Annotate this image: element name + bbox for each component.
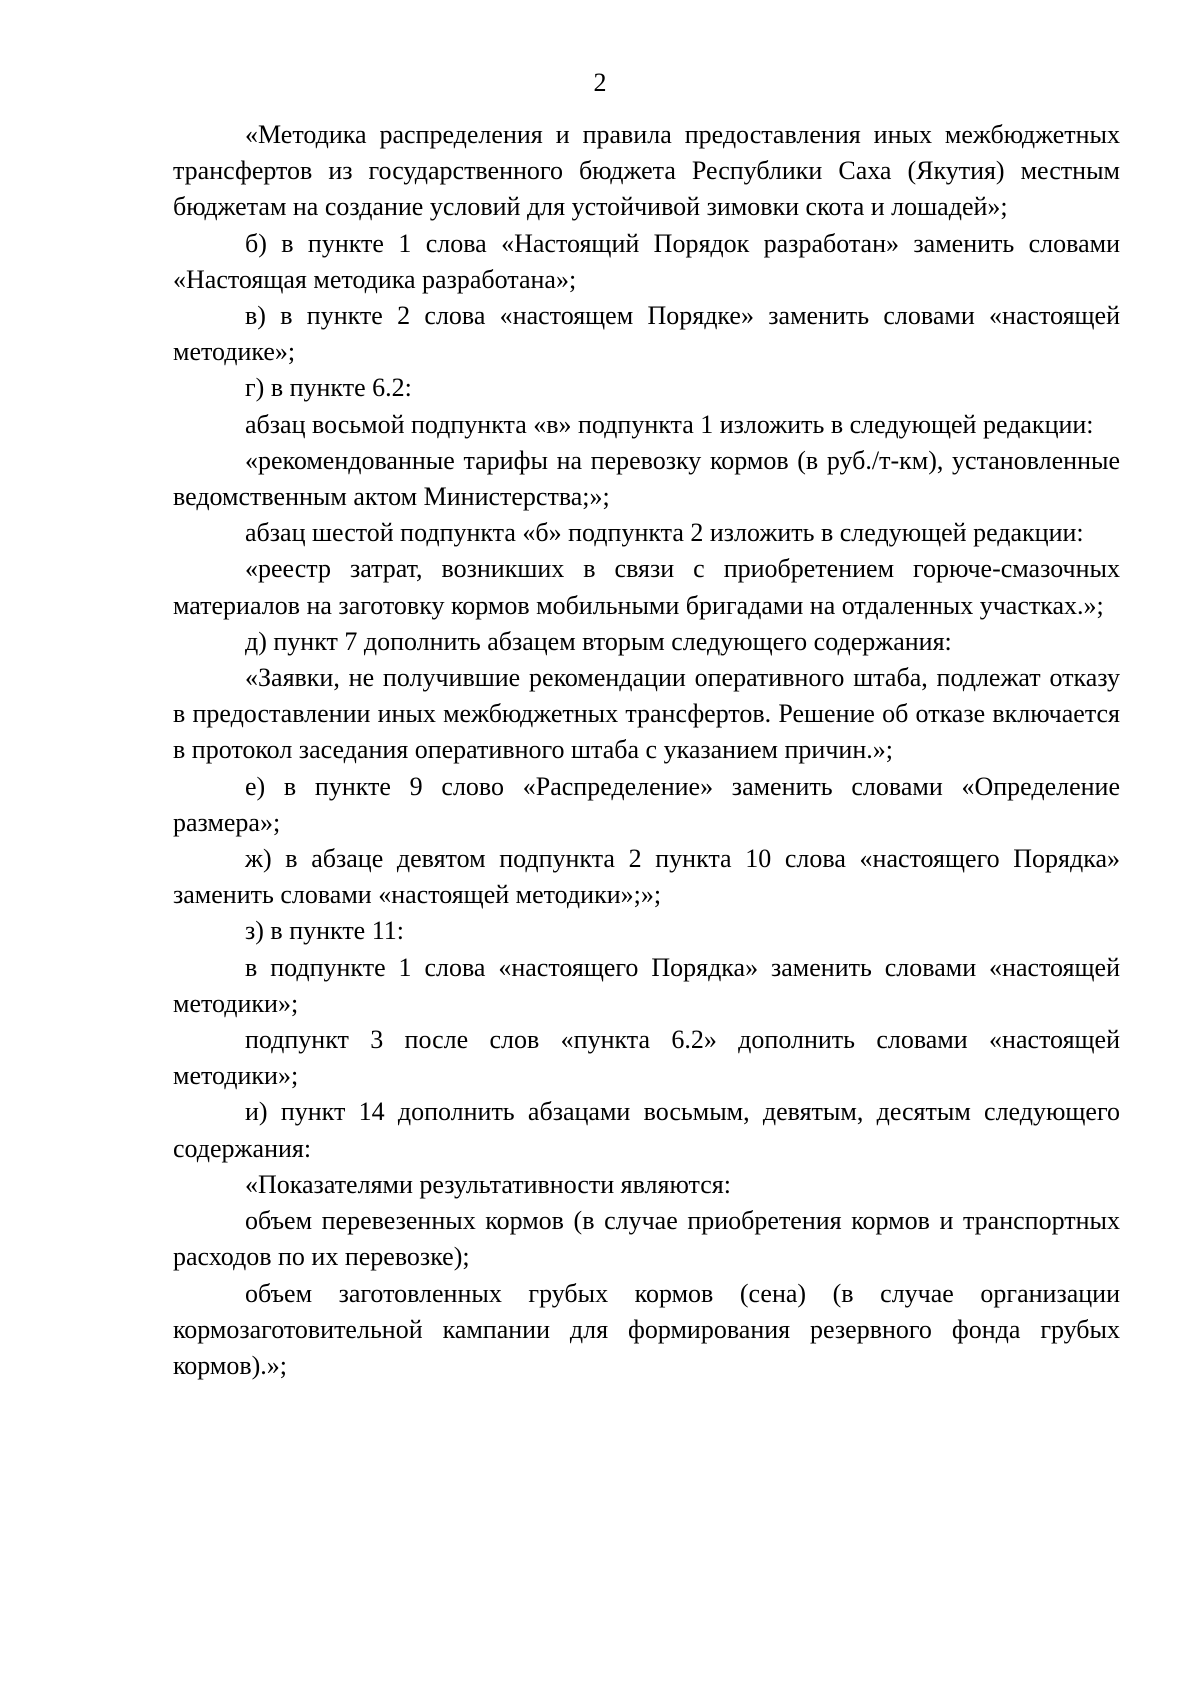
paragraph: абзац шестой подпункта «б» подпункта 2 изложить в следующей редакции:	[245, 518, 1084, 548]
paragraph: «Показателями результативности являются:	[245, 1169, 731, 1199]
paragraph: д) пункт 7 дополнить абзацем вторым следующего содержания:	[245, 626, 952, 656]
paragraph: «рекомендованные тарифы на перевозку кормов (в руб./т-км), установленные ведомственным актом Министерства;»;	[173, 445, 1120, 512]
paragraph: в) в пункте 2 слова «настоящем Порядке» заменить словами «настоящей методике»;	[173, 301, 1120, 367]
paragraph: в подпункте 1 слова «настоящего Порядка» заменить словами «настоящей методики»;	[173, 952, 1120, 1018]
paragraph: з) в пункте 11:	[245, 916, 404, 946]
paragraph: «реестр затрат, возникших в связи с приобретением горюче-смазочных материалов на заготовку кормов мобильными бригадами на отдаленных участках.»;	[173, 554, 1120, 620]
paragraph: г) в пункте 6.2:	[245, 373, 412, 403]
paragraph: «Методика распределения и правила предоставления иных межбюджетных трансфертов из государственного бюджета Республики Саха (Якутия) местным бюджетам на создание условий для устойчивой зимовки скота и лошадей»;	[173, 120, 1120, 222]
paragraph: объем перевезенных кормов (в случае приобретения кормов и транспортных расходов по их перевозке);	[173, 1206, 1120, 1272]
paragraph: ж) в абзаце девятом подпункта 2 пункта 10 слова «настоящего Порядка» заменить словами «настоящей методики»;»;	[173, 844, 1120, 910]
paragraph: абзац восьмой подпункта «в» подпункта 1 изложить в следующей редакции:	[245, 409, 1094, 439]
paragraph: объем заготовленных грубых кормов (сена) (в случае организации кормозаготовительной кампании для формирования резервного фонда грубых кормов).»;	[173, 1278, 1120, 1380]
document-body	[173, 117, 1120, 1384]
page-number: 2	[593, 68, 607, 97]
paragraph: б) в пункте 1 слова «Настоящий Порядок разработан» заменить словами «Настоящая методика разработана»;	[173, 228, 1120, 294]
paragraph: и) пункт 14 дополнить абзацами восьмым, девятым, десятым следующего содержания:	[173, 1097, 1120, 1163]
paragraph: е) в пункте 9 слово «Распределение» заменить словами «Определение размера»;	[173, 771, 1120, 837]
paragraph: «Заявки, не получившие рекомендации оперативного штаба, подлежат отказу в предоставлении иных межбюджетных трансфертов. Решение об отказе включается в протокол заседания оперативного штаба с указанием причин.»;	[173, 663, 1120, 765]
paragraph: подпункт 3 после слов «пункта 6.2» дополнить словами «настоящей методики»;	[173, 1025, 1120, 1091]
